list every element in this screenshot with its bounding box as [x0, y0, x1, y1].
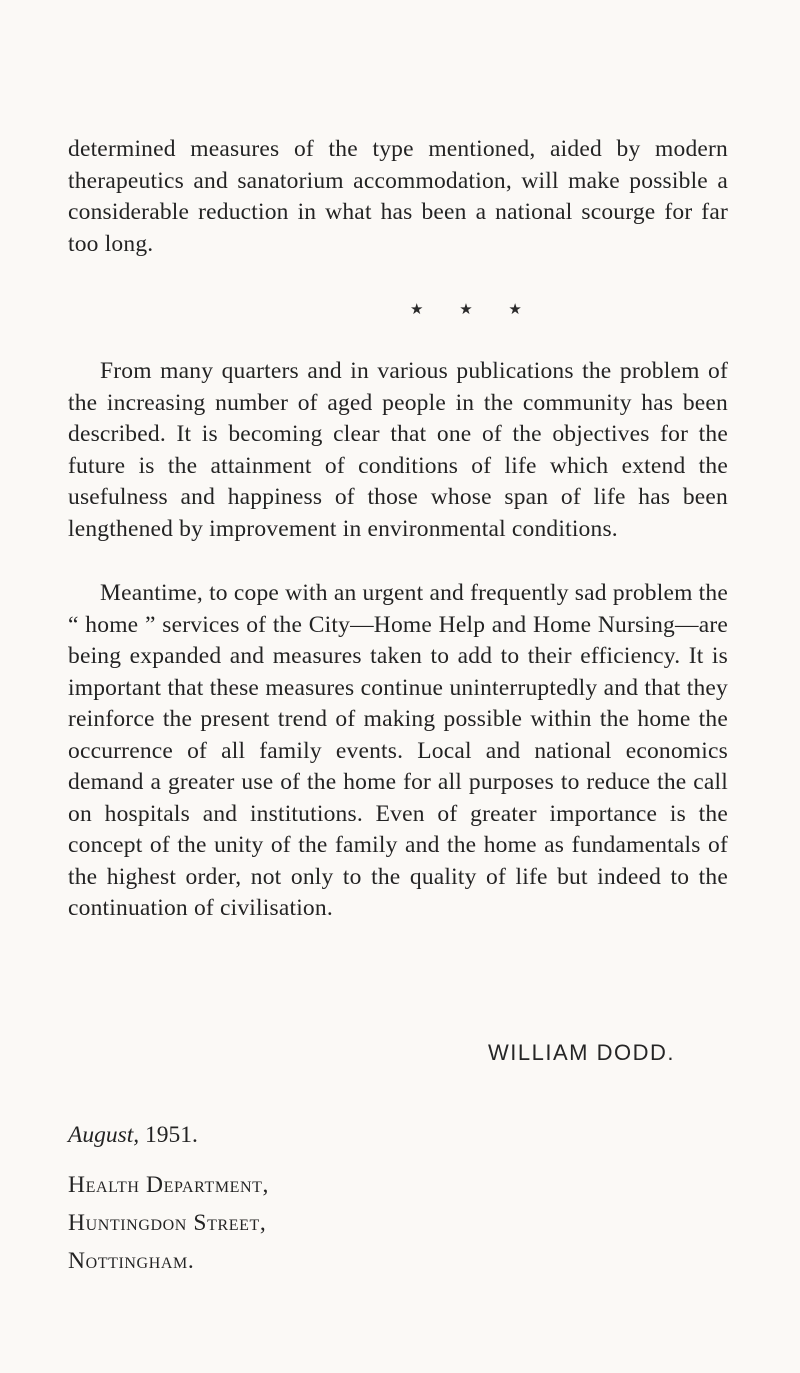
paragraph-closing-tuberculosis: determined measures of the type mentioned, aided by modern therapeutics and sanatorium accommodation, will make possible a considerable reduction in what has been a national scourge for far too long. — [68, 136, 728, 257]
date-month: August, — [68, 1122, 140, 1148]
signature-name: WILLIAM DODD. — [488, 1040, 675, 1065]
paragraph-aged-people: From many quarters and in various publications the problem of the increasing number of aged people in the community has been described. It is becoming clear that one of the objectives for the future is the attainment of conditions of life which extend the usefulness and happiness of those whose span of life has been lengthened by improvement in environmental conditions. — [68, 358, 728, 542]
star-separator: ★ ★ ★ — [410, 302, 538, 318]
address-line-department: Health Department, — [68, 1172, 270, 1198]
paragraph-home-services: Meantime, to cope with an urgent and frequently sad problem the “ home ” services of the City—Home Help and Home Nursing—are being expanded and measures taken to add to their efficiency. It is important that these measures continue uninterruptedly and that they reinforce the present trend of making possible within the home the occurrence of all family events. Local and national economics demand a greater use of the home for all purposes to reduce the call on hospitals and institutions. Even of greater importance is the concept of the unity of the family and the home as fundamentals of the highest order, not only to the quality of life but indeed to the continuation of civilisation. — [68, 580, 728, 921]
date-line — [68, 1122, 198, 1149]
address-line-street: Huntingdon Street, — [68, 1210, 267, 1236]
date-year: 1951. — [145, 1122, 198, 1148]
address-line-city: Nottingham. — [68, 1248, 195, 1274]
